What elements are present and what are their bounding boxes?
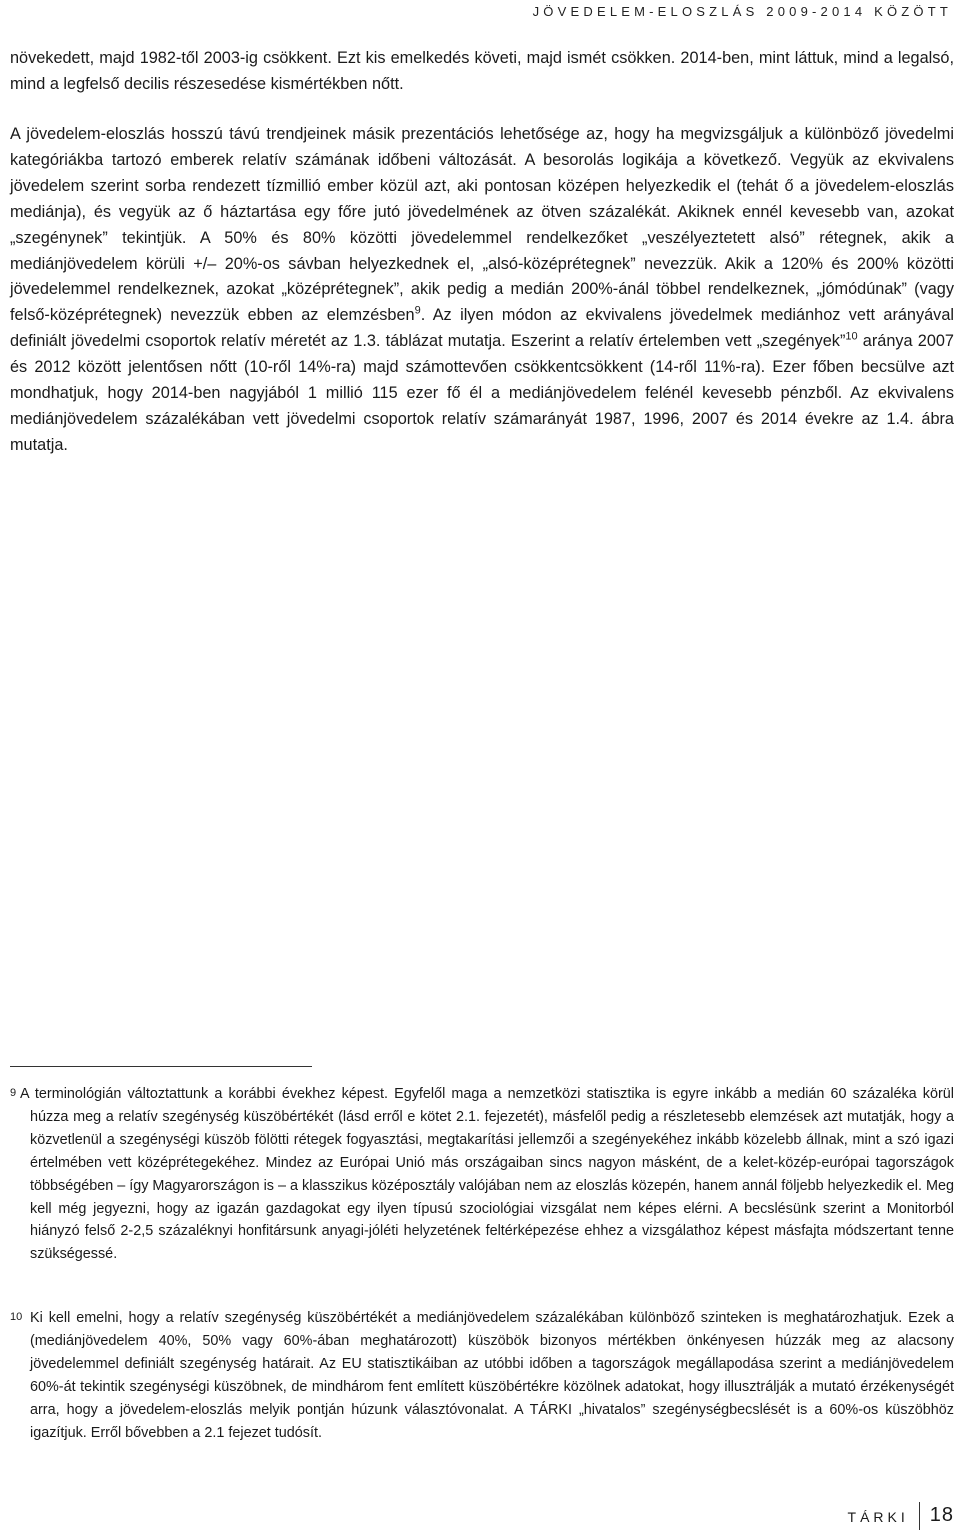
footnote-text-content: Ki kell emelni, hogy a relatív szegénység küszöbértékét a mediánjövedelem százalékában különböző szinteken is meghatározhatjuk. Ezek a (mediánjövedelem 40%, 50% vagy 60%-ában meghatározott) küszöbök bizonyos mértékben önkényesen húzzák meg az alacsony jövedelemmel definiált szegénység határait. Az EU statisztikáiban az utóbbi időben a tagországok megállapodása szerint a mediánjövedelem 60%-át tekintik szegénységi küszöbnek, de mindhárom fent említett küszöbértékre közölnek adatokat, hogy illusztrálják a mutató érzékenységét arra, hogy a jövedelem-eloszlás melyik pontján húzunk választóvonalat. A TÁRKI „hivatalos” szegénységbecslését is a 60%-os küszöbhöz igazítjuk. Erről bővebben a 2.1 fejezet tudósít. bbox=[30, 1310, 954, 1441]
footer-brand: TÁRKI bbox=[848, 1502, 920, 1530]
page-number: 18 bbox=[929, 1504, 954, 1526]
footnote bbox=[10, 1307, 954, 1444]
paragraph-text: A jövedelem-eloszlás hosszú távú trendjeinek másik prezentációs lehetősége az, hogy ha megvizsgáljuk a különböző jövedelmi kategóriákba tartozó emberek relatív számának időbeni változását. A besorolás logikája a következő. Vegyük az ekvivalens jövedelem szerint sorba rendezett tízmillió ember közül azt, aki pontosan középen helyezkedik el (tehát ő a jövedelem-eloszlás mediánja), és vegyük az ő háztartása egy főre jutó jövedelmének az ötven százalékát. Akiknek ennél kevesebb van, azokat „szegénynek” tekintjük. A 50% és 80% közötti jövedelemmel rendelkezőket „veszélyeztetett alsó” rétegnek, akik a mediánjövedelem körüli +/– 20%-os sávban helyezkednek el, „alsó-középrétegnek” nevezzük. Akik a 120% és 200% közötti jövedelemmel rendelkeznek, azokat „középrétegnek”, akik pedig a medián 200%-ánál többel rendelkeznek, „jómódúnak” (vagy felső-középrétegnek) nevezzük ebben az elemzésben bbox=[10, 125, 954, 325]
page-footer bbox=[848, 1502, 954, 1530]
footnote-ref-9[interactable]: 9 bbox=[414, 304, 421, 317]
paragraph-text: . Az ilyen módon az ekvivalens jövedelmek mediánhoz vett arányával definiált jövedelmi csoportok relatív méretét az 1.3. táblázat mutatja. Eszerint a relatív értelemben vett „szegények” bbox=[10, 306, 954, 351]
body-paragraph bbox=[10, 122, 954, 459]
footnote-ref-10[interactable]: 10 bbox=[845, 330, 858, 343]
footnote-separator bbox=[10, 1066, 312, 1067]
paragraph-text: aránya 2007 és 2012 között jelentősen nőtt (10-ről 14%-ra) majd számottevően csökkentcsökkent (14-ről 11%-ra). Ezer főben becsülve azt mondhatjuk, hogy 2014-ben nagyjából 1 millió 115 ezer fő él a mediánjövedelem felénél kevesebb pénzből. Az ekvivalens mediánjövedelem százalékában vett jövedelmi csoportok relatív számarányát 1987, 1996, 2007 és 2014 évekre az 1.4. ábra mutatja. bbox=[10, 332, 954, 454]
running-header: JÖVEDELEM-ELOSZLÁS 2009-2014 KÖZÖTT bbox=[532, 4, 952, 19]
footnote-number: 10 bbox=[10, 1311, 23, 1323]
paragraph-text: növekedett, majd 1982-től 2003-ig csökkent. Ezt kis emelkedés követi, majd ismét csökken. 2014-ben, mint láttuk, mind a legalsó, mind a legfelső decilis részesedése kismértékben nőtt. bbox=[10, 49, 954, 93]
footnote-number: 9 bbox=[10, 1087, 17, 1099]
footnote-text bbox=[20, 1083, 954, 1266]
footnote-text bbox=[30, 1307, 954, 1444]
footnote bbox=[10, 1083, 954, 1266]
body-paragraph bbox=[10, 46, 954, 98]
footnote-text-content: A terminológián változtattunk a korábbi évekhez képest. Egyfelől maga a nemzetközi statisztika is egyre inkább a medián 60 százaléka körül húzza meg a relatív szegénység küszöbértékét (lásd erről e kötet 2.1. fejezetét), másfelől pedig a részletesebb elemzések azt mutatják, hogy a közvetlenül a szegénységi küszöb fölötti rétegek fogyasztási, megtakarítási jellemzői a szegényekéhez inkább közelebb állnak, mint a szó igazi értelmében vett középrétegekéhez. Mindez az Európai Unió más országaiban sincs nagyon másként, de a kelet-közép-európai tagországok többségében – így Magyarországon is – a klasszikus középosztály valójában nem az eloszlás közepén, hanem annál följebb helyezkedik el. Meg kell még jegyezni, hogy az igazán gazdagokat egy ilyen típusú szociológiai vizsgálat nem képes elérni. A becslésünk szerint a Monitorból hiányzó felső 2-2,5 százaléknyi honfitársunk anyagi-jóléti helyzetének feltérképezése ehhez a vizsgálathoz képest másfajta módszertant tenne szükségessé. bbox=[20, 1086, 954, 1263]
